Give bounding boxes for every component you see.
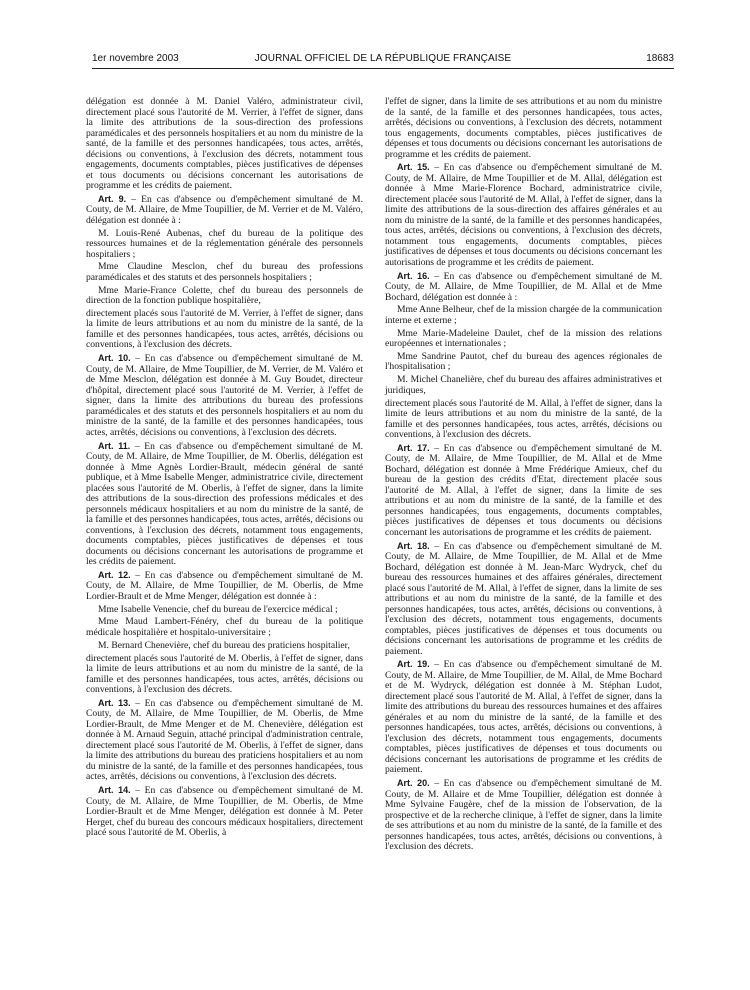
paragraph-text: directement placés sous l'autorité de M. Verrier, à l'effet de signer, dans la limite de leurs attributions et au nom du ministre de la santé, de la famille et des personnes handicapées, tous actes, arrêtés, décisions ou conventions, à l'exclusion des décrets. (86, 307, 363, 351)
right-column (385, 97, 662, 855)
paragraph-text: directement placés sous l'autorité de M. Allal, à l'effet de signer, dans la limite de leurs attributions et au nom du ministre de la santé, de la famille et des personnes handicapées, tous actes, arrêtés, décisions ou conventions, à l'exclusion des décrets. (385, 397, 662, 441)
body-paragraph (385, 399, 662, 441)
body-paragraph (86, 309, 363, 351)
body-paragraph (385, 329, 662, 350)
left-column (86, 97, 363, 841)
paragraph-text: – En cas d'absence ou d'empêchement simultané de M. Couty, de M. Allaire, de Mme Toupillier, de M. Allal, de Mme Bochard et de M. Wydryck, délégation est donnée à M. Stéphan Ludot, directement placé sous l'autorité de M. Allal, à l'effet de signer, dans la limite des attributions du bureau des ressources humaines et des affaires générales et au nom du ministre de la santé, de la famille et des personnes handicapées, tous actes, arrêtés, décisions ou conventions, à l'exclusion des décrets, notamment tous engagements, documents comptables, pièces justificatives de dépenses et tous documents ou décisions concernant les autorisations de programme et les crédits de paiement. (385, 659, 663, 776)
article-number: Art. 11. (98, 440, 131, 451)
paragraph-text: Mme Maud Lambert-Fénéry, chef du bureau de la politique médicale hospitalière et hospitalo-universitaire ; (86, 616, 363, 638)
journal-title: JOURNAL OFFICIEL DE LA RÉPUBLIQUE FRANÇAISE (254, 53, 512, 64)
paragraph-text: – En cas d'absence ou d'empêchement simultané de M. Couty, de M. Allaire, de Mme Toupillier, de M. Allal et de Mme Bochard, délégation est donnée à M. Jean-Marc Wydryck, chef du bureau des ressources humaines et des affaires générales, directement placé sous l'autorité de M. Allal, à l'effet de signer, dans la limite de ses attributions et au nom du ministre de la santé, de la famille et des personnes handicapées, tous actes, arrêtés, décisions ou conventions, à l'exclusion des décrets, notamment tous engagements, documents comptables, pièces justificatives de dépenses et tous documents ou décisions concernant les autorisations de programme et les crédits de paiement. (385, 540, 663, 657)
article-number: Art. 17. (397, 442, 430, 453)
article-paragraph (385, 443, 662, 539)
body-paragraph (86, 641, 363, 652)
paragraph-text: Mme Isabelle Venencie, chef du bureau de l'exercice médical ; (98, 603, 338, 615)
article-number: Art. 12. (98, 569, 131, 580)
body-paragraph (385, 352, 662, 373)
page-number: 18683 (646, 53, 674, 64)
paragraph-text: M. Michel Chanelière, chef du bureau des affaires administratives et juridiques, (385, 374, 662, 396)
paragraph-text: Mme Sandrine Pautot, chef du bureau des agences régionales de l'hospitalisation ; (385, 350, 662, 373)
article-number: Art. 16. (397, 270, 430, 281)
article-paragraph (86, 570, 363, 603)
body-paragraph (86, 605, 363, 616)
article-number: Art. 15. (397, 162, 430, 173)
paragraph-text: – En cas d'absence ou d'empêchement simultané de M. Couty, de M. Allaire, de Mme Toupillier, de M. Verrier, de M. Valéro et de Mme Mesclon, délégation est donnée à M. Guy Boudet, directeur d'hôpital, directement placé sous l'autorité de M. Verrier, à l'effet de signer, dans la limite des attributions du bureau des professions paramédicales et des statuts et des personnels hospitaliers et au nom du ministre de la santé, de la famille et des personnes handicapées, tous actes, arrêtés, décisions ou conventions, à l'exclusion des décrets. (86, 353, 364, 438)
article-number: Art. 14. (98, 785, 131, 796)
body-paragraph (86, 617, 363, 638)
article-number: Art. 13. (98, 697, 131, 708)
article-number: Art. 9. (98, 193, 127, 204)
article-paragraph (86, 353, 363, 438)
paragraph-text: – En cas d'absence ou d'empêchement simultané de M. Couty, de M. Allaire et de Mme Toupillier, délégation est donnée à Mme Sylvaine Faugère, chef de la mission de l'observation, de la prospective et de la recherche clinique, à l'effet de signer, dans la limite de ses attributions et au nom du ministre de la santé, de la famille et des personnes handicapées, tous actes, arrêtés, décisions ou conventions, à l'exclusion des décrets. (385, 778, 663, 853)
paragraph-text: – En cas d'absence ou d'empêchement simultané de M. Couty, de M. Allaire, de Mme Toupillier, de M. Oberlis, de Mme Lordier-Brault, de Mme Menger et de M. Chenevière, délégation est donnée à M. Arnaud Seguin, attaché principal d'administration centrale, directement placé sous l'autorité de M. Oberlis, à l'effet de signer, dans la limite des attributions du bureau des praticiens hospitaliers et au nom du ministre de la santé, de la famille et des personnes handicapées, tous actes, arrêtés, décisions ou conventions, à l'exclusion des décrets. (86, 697, 364, 783)
paragraph-text: – En cas d'absence ou d'empêchement simultané de M. Couty, de M. Allaire, de Mme Toupillier et de M. Allal, délégation est donnée à Mme Marie-Florence Bochard, administratrice civile, directement placée sous l'autorité de M. Allal, à l'effet de signer, dans la limite des attributions de la sous-direction des affaires générales et au nom du ministre de la santé, de la famille et des personnes handicapées, tous actes, arrêtés, décisions ou conventions, à l'exclusion des décrets, notamment tous engagements, documents comptables, pièces justificatives de dépenses et tous documents ou décisions concernant les autorisations de programme et les crédits de paiement. (385, 162, 663, 268)
article-paragraph (86, 441, 363, 568)
body-paragraph (86, 229, 363, 261)
body-paragraph (385, 305, 662, 326)
paragraph-text: – En cas d'absence ou d'empêchement simultané de M. Couty, de M. Allaire, de Mme Toupillier, de M. Oberlis, délégation est donnée à Mme Agnès Lordier-Brault, médecin général de santé publique, et à Mme Isabelle Menger, administratrice civile, directement placées sous l'autorité de M. Oberlis, à l'effet de signer, dans la limite des attributions de la sous-direction des professions médicales et des personnels médicaux hospitaliers et au nom du ministre de la santé, de la famille et des personnes handicapées, tous actes, arrêtés, décisions ou conventions, à l'exclusion des décrets, notamment tous engagements, documents comptables, pièces justificatives de dépenses et tous documents ou décisions concernant les autorisations de programme et les crédits de paiement. (86, 440, 363, 568)
article-paragraph (385, 659, 662, 776)
article-paragraph (385, 271, 662, 304)
article-paragraph (86, 785, 363, 839)
article-paragraph (385, 162, 662, 268)
paragraph-text: délégation est donnée à M. Daniel Valéro, administrateur civil, directement placé sous l'autorité de M. Verrier, à l'effet de signer, dans la limite des attributions de la sous-direction des professions paramédicales et des personnels hospitaliers et au nom du ministre de la santé, de la famille et des personnes handicapées, tous actes, arrêtés, décisions ou conventions, à l'exclusion des décrets, notamment tous engagements, documents comptables, pièces justificatives de dépenses et tous documents ou décisions concernant les autorisations de programme et les crédits de paiement. (86, 96, 363, 191)
paragraph-text: Mme Marie-France Colette, chef du bureau des personnels de direction de la fonction publique hospitalière, (86, 284, 363, 307)
body-paragraph (86, 262, 363, 283)
paragraph-text: M. Louis-René Aubenas, chef du bureau de la politique des ressources humaines et de la réglementation générale des personnels hospitaliers ; (86, 227, 363, 260)
body-paragraph (385, 97, 662, 160)
paragraph-text: l'effet de signer, dans la limite de ses attributions et au nom du ministre de la santé, de la famille et des personnes handicapées, tous actes, arrêtés, décisions ou conventions, à l'exclusion des décrets, notamment tous engagements, documents comptables, pièces justificatives de dépenses et tous documents ou décisions concernant les autorisations de programme et les crédits de paiement. (385, 96, 662, 160)
article-paragraph (385, 778, 662, 853)
article-number: Art. 10. (98, 353, 131, 364)
paragraph-text: – En cas d'absence ou d'empêchement simultané de M. Couty, de M. Allaire, de Mme Toupillier, de M. Allal et de Mme Bochard, délégation est donnée à Mme Frédérique Amieux, chef du bureau de la gestion des crédits d'Etat, directement placée sous l'autorité de M. Allal, à l'effet de signer, dans la limite de ses attributions et au nom du ministre de la santé, de la famille et des personnes handicapées, tous engagements, documents comptables, pièces justificatives de dépenses et tous documents ou décisions concernant les autorisations de programme et les crédits de paiement. (385, 442, 663, 538)
paragraph-text: Mme Claudine Mesclon, chef du bureau des professions paramédicales et des statuts et des personnels hospitaliers ; (86, 261, 363, 283)
paragraph-text: – En cas d'absence ou d'empêchement simultané de M. Couty, de M. Allaire, de Mme Toupillier, de M. Oberlis, de Mme Lordier-Brault et de Mme Menger, délégation est donnée à M. Peter Herget, chef du bureau des concours médicaux hospitaliers, directement placé sous l'autorité de M. Oberlis, à (86, 785, 364, 839)
body-paragraph (86, 97, 363, 192)
article-paragraph (86, 698, 363, 783)
article-paragraph (86, 194, 363, 227)
paragraph-text: – En cas d'absence ou d'empêchement simultané de M. Couty, de M. Allaire, de Mme Toupillier, de M. Allal et de Mme Bochard, délégation est donnée à : (385, 270, 663, 303)
article-number: Art. 18. (397, 540, 430, 551)
header-rule (92, 68, 674, 69)
paragraph-text: M. Bernard Chenevière, chef du bureau des praticiens hospitalier, (98, 639, 350, 651)
paragraph-text: – En cas d'absence ou d'empêchement simultané de M. Couty, de M. Allaire, de Mme Toupillier, de M. Verrier et de M. Valéro, délégation est donnée à : (86, 193, 363, 226)
paragraph-text: – En cas d'absence ou d'empêchement simultané de M. Couty, de M. Allaire, de Mme Toupillier, de M. Oberlis, de Mme Lordier-Brault et de Mme Menger, délégation est donnée à : (86, 569, 364, 602)
paragraph-text: Mme Marie-Madeleine Daulet, chef de la mission des relations européennes et internationales ; (385, 327, 662, 350)
page-header (92, 53, 674, 67)
article-number: Art. 19. (397, 659, 430, 670)
article-paragraph (385, 541, 662, 658)
body-paragraph (86, 286, 363, 307)
body-paragraph (385, 375, 662, 396)
paragraph-text: directement placés sous l'autorité de M. Oberlis, à l'effet de signer, dans la limite de leurs attributions et au nom du ministre de la santé, de la famille et des personnes handicapées, tous actes, arrêtés, décisions ou conventions, à l'exclusion des décrets. (86, 652, 363, 696)
header-date: 1er novembre 2003 (92, 53, 179, 64)
body-paragraph (86, 654, 363, 696)
article-number: Art. 20. (397, 778, 430, 789)
paragraph-text: Mme Anne Belheur, chef de la mission chargée de la communication interne et externe ; (385, 304, 662, 326)
